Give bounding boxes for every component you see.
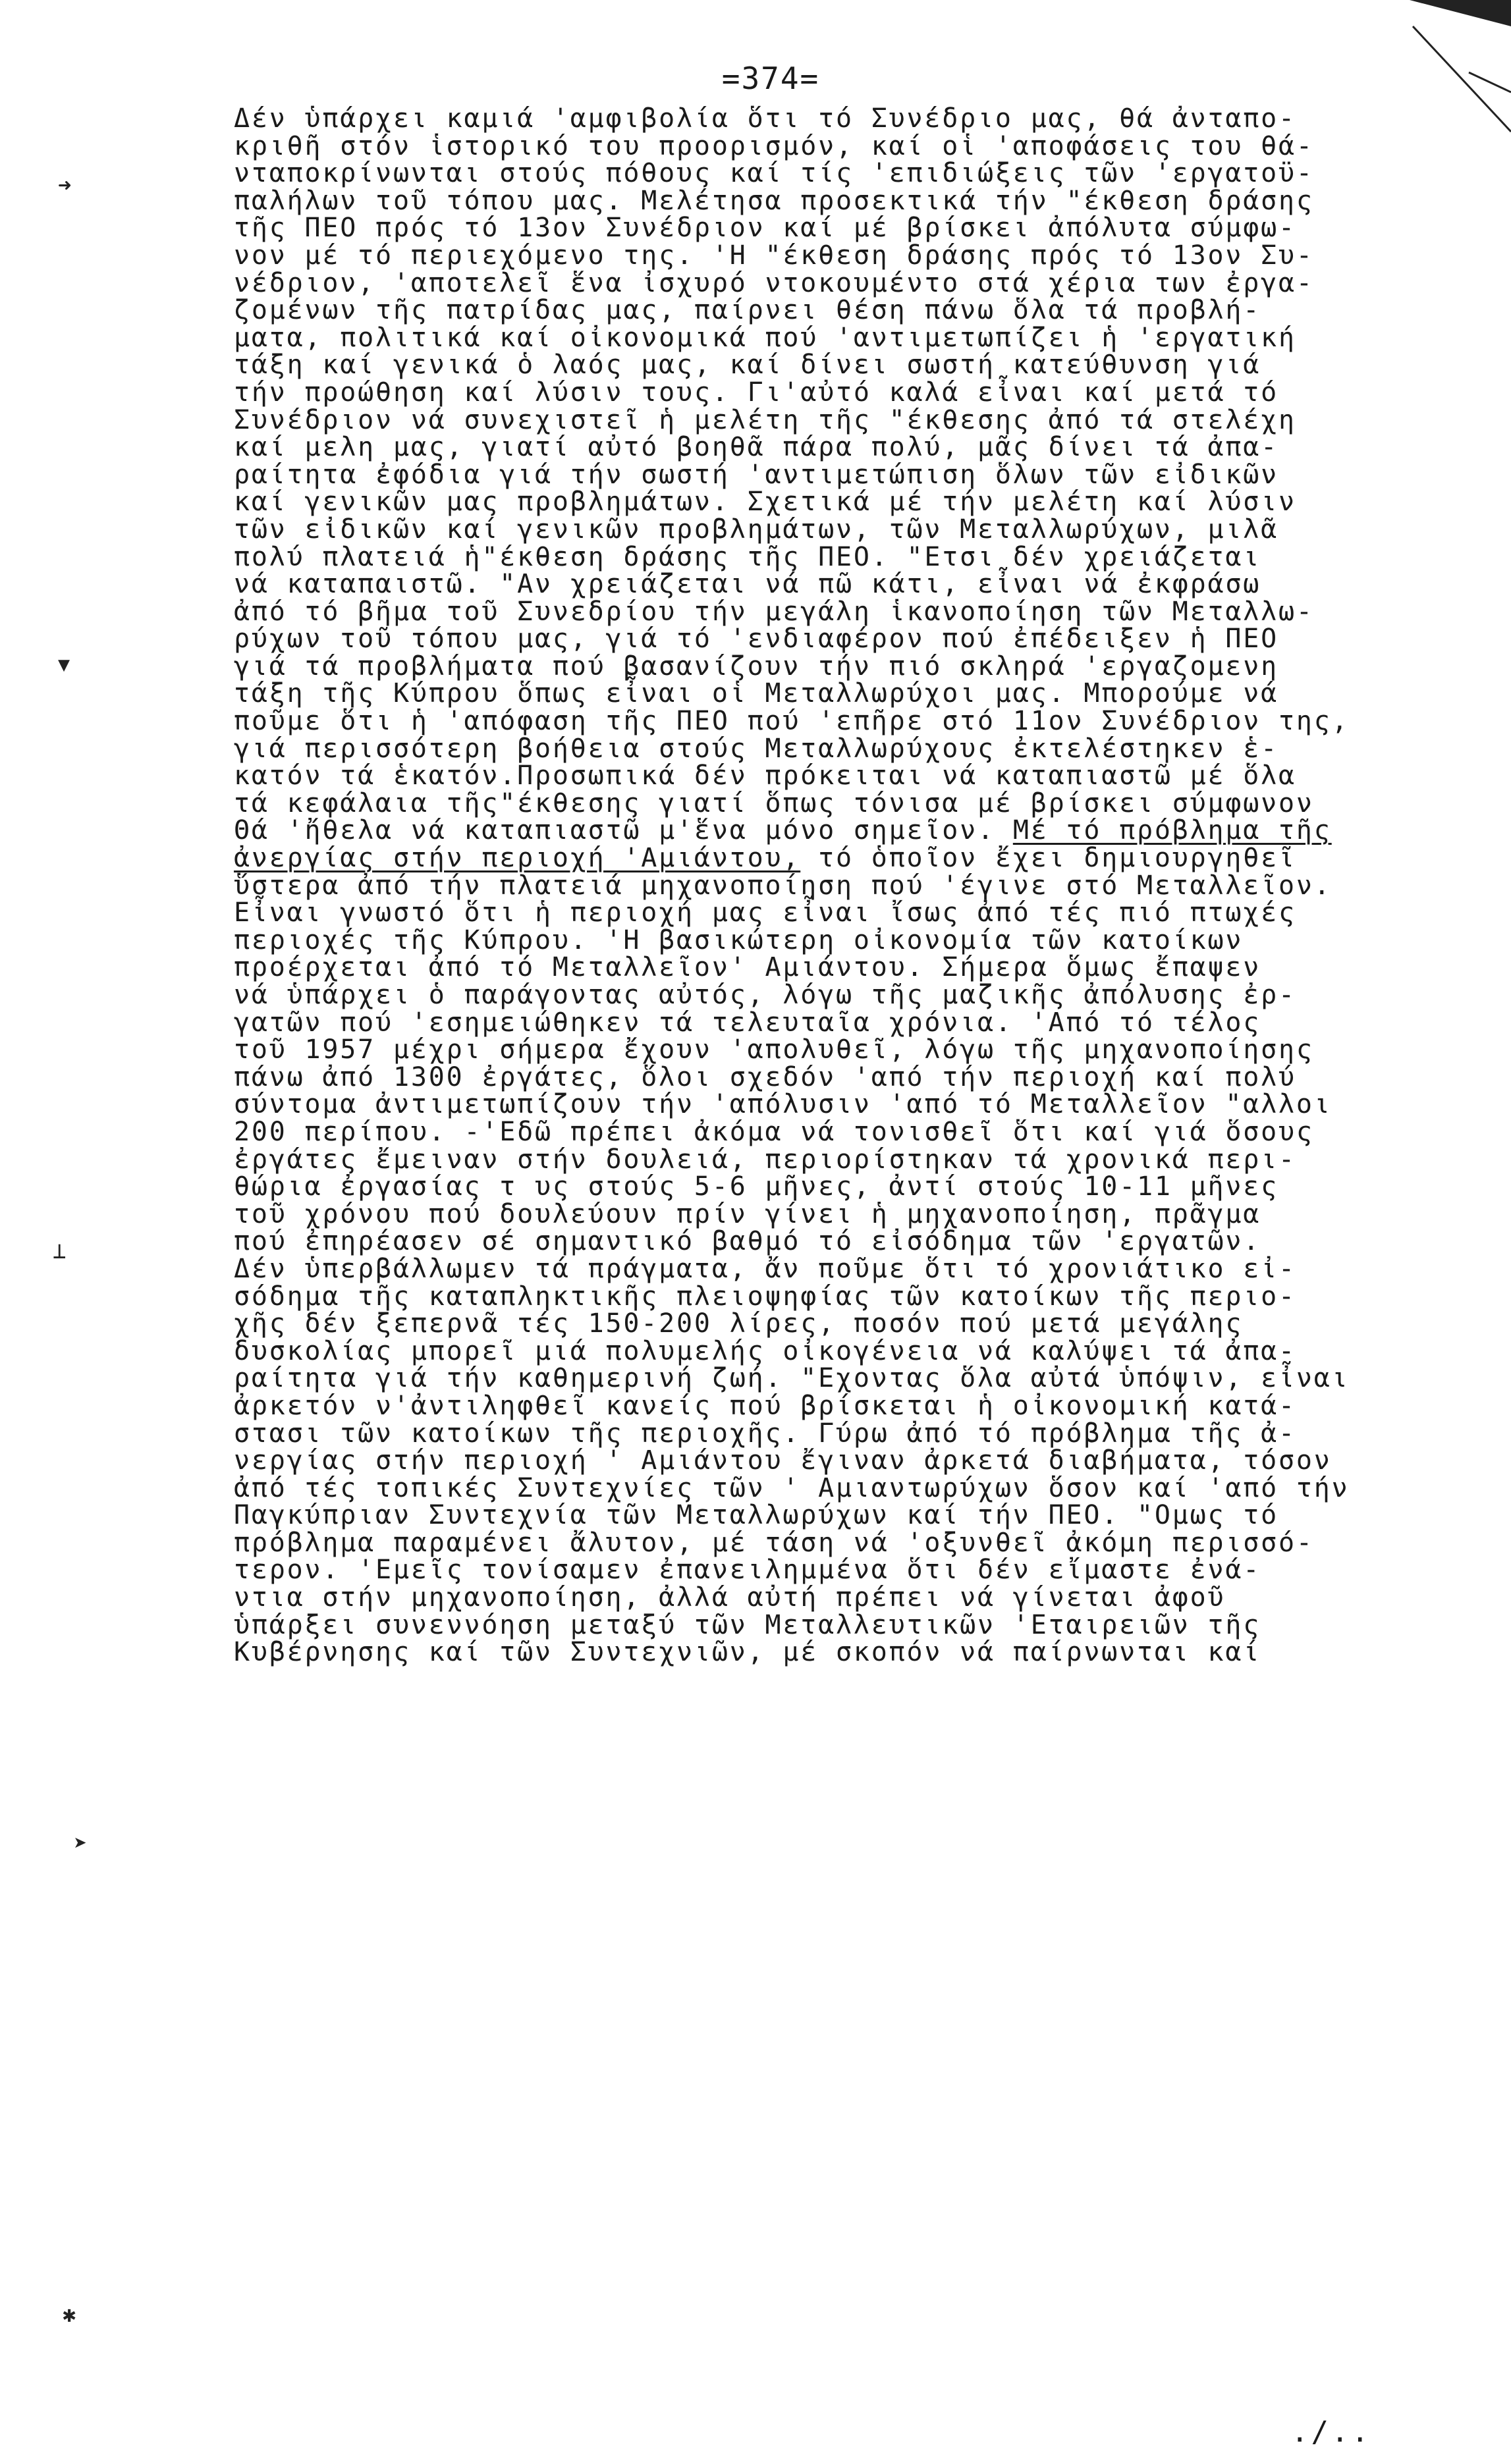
page-number: =374= (721, 61, 820, 96)
text-line: τάξη καί γενικά ὁ λαός μας, καί δίνει σωστή κατεύθυνση γιά (234, 350, 1261, 381)
text-line: στασι τῶν κατοίκων τῆς περιοχῆς. Γύρω ἀπό τό πρόβλημα τῆς ἀ- (234, 1418, 1296, 1449)
text-line: καί μελη μας, γιατί αὐτό βοηθᾶ πάρα πολύ, μᾶς δίνει τά ἀπα- (234, 432, 1279, 463)
text-line: νεργίας στήν περιοχή ' Αμιάντου ἔγιναν ἀρκετά διαβήματα, τόσον (234, 1445, 1332, 1476)
chevron-mark: ➤ (74, 1831, 88, 1857)
text-line: παλήλων τοῦ τόπου μας. Μελέτησα προσεκτικά τήν "έκθεση δράσης (234, 185, 1314, 216)
text-line: κατόν τά ἑκατόν.Προσωπικά δέν πρόκειται νά καταπιαστῶ μέ ὅλα (234, 761, 1296, 791)
text-line: Εἶναι γνωστό ὅτι ἡ περιοχή μας εἶναι ἴσως ἀπό τές πιό πτωχές (234, 897, 1296, 928)
text-line: χῆς δέν ξεπερνᾶ τές 150-200 λίρες, ποσόν πού μετά μεγάλης (234, 1308, 1244, 1339)
text-line: νέδριον, 'αποτελεῖ ἕνα ἰσχυρό ντοκουμέντο στά χέρια των ἐργα- (234, 267, 1314, 298)
text-line: 200 περίπου. -'Εδῶ πρέπει ἀκόμα νά τονισθεῖ ὅτι καί γιά ὅσους (234, 1116, 1314, 1147)
text-line: ντια στήν μηχανοποίηση, ἀλλά αὐτή πρέπει νά γίνεται ἀφοῦ (234, 1582, 1226, 1613)
text-segment: Θά 'ἤθελα νά καταπιαστῶ μ'ἕνα μόνο σημεῖον. (234, 815, 1013, 846)
text-line: ραίτητα γιά τήν καθημερινή ζωή. "Εχοντας ὅλα αὐτά ὑπόψιν, εἶναι (234, 1363, 1350, 1394)
text-line-with-underline (234, 817, 1485, 845)
text-line-with-underline (234, 845, 1485, 872)
text-line: Συνέδριον νά συνεχιστεῖ ἡ μελέτη τῆς "έκθεσης ἀπό τά στελέχη (234, 404, 1296, 435)
text-line: Δέν ὑπερβάλλωμεν τά πράγματα, ἄν ποῦμε ὅτι τό χρονιάτικο εἰ- (234, 1253, 1296, 1284)
text-line: τήν προώθηση καί λύσιν τους. Γι'αὐτό καλά εἶναι καί μετά τό (234, 377, 1279, 408)
text-line: τάξη τῆς Κύπρου ὅπως εἶναι οἱ Μεταλλωρύχοι μας. Μπορούμε νά (234, 678, 1279, 709)
text-line: πού ἐπηρέασεν σέ σημαντικό βαθμό τό εἰσόδημα τῶν 'εργατῶν. (234, 1226, 1261, 1257)
text-line: θώρια ἐργασίας τ υς στούς 5-6 μῆνες, ἀντί στούς 10-11 μῆνες (234, 1171, 1279, 1202)
text-line: Κυβέρνησης καί τῶν Συντεχνιῶν, μέ σκοπόν νά παίρνωνται καί (234, 1637, 1261, 1668)
underlined-phrase: ἀνεργίας στήν περιοχή 'Αμιάντου, (234, 843, 801, 874)
text-line: πολύ πλατειά ἡ"έκθεση δράσης τῆς ΠΕΟ. "Ετσι δέν χρειάζεται (234, 541, 1261, 572)
text-line: ἀπό τές τοπικές Συντεχνίες τῶν ' Αμιαντωρύχων ὅσον καί 'από τήν (234, 1472, 1350, 1503)
typewritten-text-body (234, 105, 1485, 1667)
continuation-mark: ./.. (1291, 2415, 1371, 2449)
text-line: ραίτητα ἐφόδια γιά τήν σωστή 'αντιμετώπιση ὅλων τῶν εἰδικῶν (234, 459, 1279, 490)
text-line: περιοχές τῆς Κύπρου. 'Η βασικώτερη οἰκονομία τῶν κατοίκων (234, 924, 1244, 955)
text-line: δυσκολίας μπορεῖ μιά πολυμελής οἰκογένεια νά καλύψει τά ἀπα- (234, 1335, 1296, 1366)
cross-mark: ⊥ (53, 1238, 67, 1264)
text-line: Παγκύπριαν Συντεχνία τῶν Μεταλλωρύχων καί τήν ΠΕΟ. "Ομως τό (234, 1500, 1279, 1531)
text-line: νον μέ τό περιεχόμενο της. 'Η "έκθεση δράσης πρός τό 13ον Συ- (234, 240, 1314, 271)
text-line: σύντομα ἀντιμετωπίζουν τήν 'απόλυσιν 'από τό Μεταλλεῖον "αλλοι (234, 1089, 1332, 1120)
text-line: γιά τά προβλήματα πού βασανίζουν τήν πιό σκληρά 'εργαζομενη (234, 651, 1279, 682)
text-line: ἐργάτες ἔμειναν στήν δουλειά, περιορίστηκαν τά χρονικά περι- (234, 1144, 1296, 1175)
star-mark: ✱ (63, 2301, 76, 2328)
text-line: ἀρκετόν ν'ἀντιληφθεῖ κανείς πού βρίσκεται ἡ οἰκονομική κατά- (234, 1390, 1296, 1421)
arrow-mark: ➜ (58, 173, 72, 199)
text-line: τοῦ χρόνου πού δουλεύουν πρίν γίνει ἡ μηχανοποίηση, πρᾶγμα (234, 1198, 1261, 1229)
text-line: Δέν ὑπάρχει καμιά 'αμφιβολία ὅτι τό Συνέδριο μας, θά ἀνταπο- (234, 103, 1296, 134)
text-line: πρόβλημα παραμένει ἄλυτον, μέ τάση νά 'οξυνθεῖ ἀκόμη περισσό- (234, 1527, 1314, 1558)
text-segment: τό ὁποῖον ἔχει δημιουργηθεῖ (800, 843, 1296, 874)
text-line: γιά περισσότερη βοήθεια στούς Μεταλλωρύχους ἐκτελέστηκεν ἑ- (234, 733, 1279, 764)
text-line: τοῦ 1957 μέχρι σήμερα ἔχουν 'απολυθεῖ, λόγω τῆς μηχανοποίησης (234, 1034, 1314, 1065)
text-line: κριθῆ στόν ἱστορικό του προορισμόν, καί οἱ 'αποφάσεις του θά- (234, 130, 1314, 161)
text-line: σόδημα τῆς καταπληκτικῆς πλειοψηφίας τῶν κατοίκων τῆς περιο- (234, 1281, 1296, 1312)
text-line: ζομένων τῆς πατρίδας μας, παίρνει θέση πάνω ὅλα τά προβλή- (234, 295, 1261, 326)
text-line: ὕστερα ἀπό τήν πλατειά μηχανοποίηση πού 'έγινε στό Μεταλλεῖον. (234, 870, 1332, 901)
triangle-mark: ▼ (58, 653, 70, 676)
text-line: τά κεφάλαια τῆς"έκθεσης γιατί ὅπως τόνισα μέ βρίσκει σύμφωνον (234, 788, 1314, 818)
text-line: προέρχεται ἀπό τό Μεταλλεῖον' Αμιάντου. Σήμερα ὅμως ἔπαψεν (234, 952, 1261, 983)
text-line: γατῶν πού 'εσημειώθηκεν τά τελευταῖα χρόνια. 'Από τό τέλος (234, 1007, 1261, 1038)
text-line: ὑπάρξει συνεννόηση μεταξύ τῶν Μεταλλευτικῶν 'Εταιρειῶν τῆς (234, 1609, 1261, 1640)
text-line: τῶν εἰδικῶν καί γενικῶν προβλημάτων, τῶν Μεταλλωρύχων, μιλᾶ (234, 514, 1279, 545)
text-line: ματα, πολιτικά καί οἰκονομικά πού 'αντιμετωπίζει ἡ 'εργατική (234, 322, 1296, 353)
text-line: νά καταπαιστῶ. "Αν χρειάζεται νά πῶ κάτι, εἶναι νά ἐκφράσω (234, 569, 1261, 600)
text-line: τῆς ΠΕΟ πρός τό 13ον Συνέδριον καί μέ βρίσκει ἀπόλυτα σύμφω- (234, 213, 1296, 244)
text-line: νά ὑπάρχει ὁ παράγοντας αὐτός, λόγω τῆς μαζικῆς ἀπόλυσης ἐρ- (234, 980, 1296, 1010)
underlined-phrase: Μέ τό πρόβλημα τῆς (1012, 815, 1332, 846)
text-line: ποῦμε ὅτι ἡ 'απόφαση τῆς ΠΕΟ πού 'επῆρε στό 11ον Συνέδριον της, (234, 706, 1350, 737)
text-line: ἀπό τό βῆμα τοῦ Συνεδρίου τήν μεγάλη ἱκανοποίηση τῶν Μεταλλω- (234, 596, 1314, 627)
text-line: ρύχων τοῦ τόπου μας, γιά τό 'ενδιαφέρον πού ἐπέδειξεν ἡ ΠΕΟ (234, 624, 1279, 655)
text-line: πάνω ἀπό 1300 ἐργάτες, ὅλοι σχεδόν 'από τήν περιοχή καί πολύ (234, 1061, 1296, 1092)
text-line: νταποκρίνωνται στούς πόθους καί τίς 'επιδιώξεις τῶν 'εργατοϋ- (234, 158, 1314, 189)
text-line: τερον. 'Εμεῖς τονίσαμεν ἐπανειλημμένα ὅτι δέν εἴμαστε ἐνά- (234, 1555, 1261, 1586)
text-line: καί γενικῶν μας προβλημάτων. Σχετικά μέ τήν μελέτη καί λύσιν (234, 487, 1296, 518)
